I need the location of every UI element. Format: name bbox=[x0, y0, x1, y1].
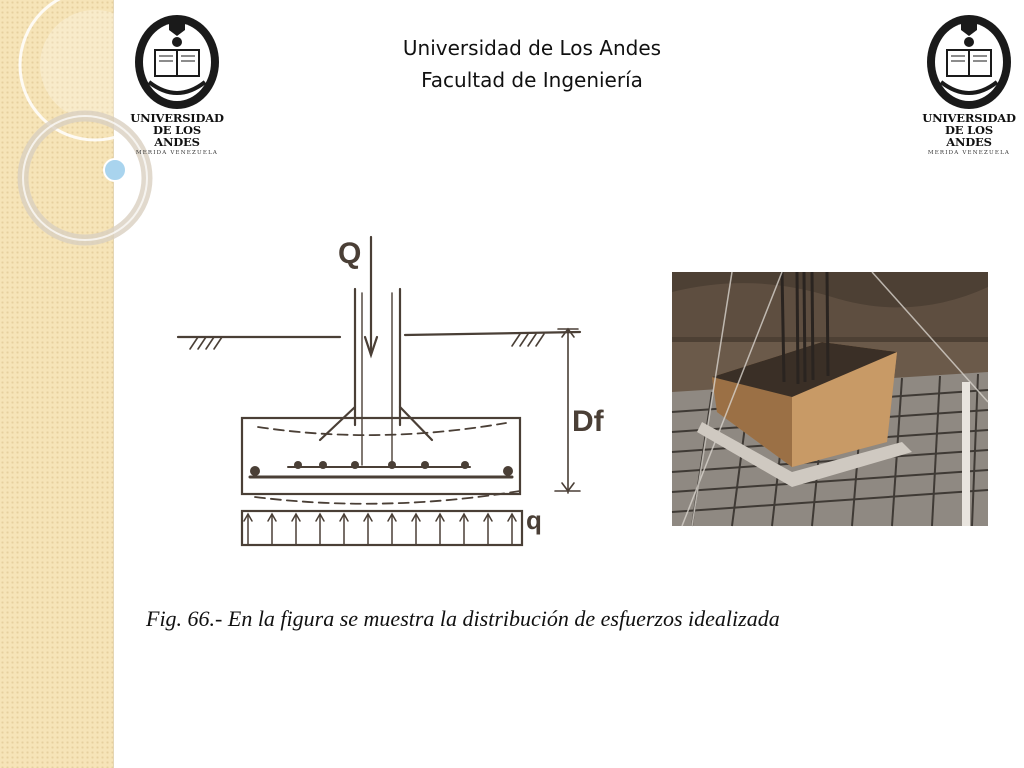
rebar-dots bbox=[250, 461, 513, 476]
university-seal-icon bbox=[129, 12, 225, 112]
logo-name-line2: DE LOS ANDES bbox=[153, 123, 201, 149]
university-seal-icon bbox=[921, 12, 1017, 112]
header-faculty: Facultad de Ingeniería bbox=[421, 68, 643, 92]
blue-bubble bbox=[104, 159, 126, 181]
figure-caption: Fig. 66.- En la figura se muestra la distribución de esfuerzos idealizada bbox=[146, 606, 780, 631]
ground-line-right bbox=[405, 332, 580, 335]
decorative-arcs bbox=[0, 0, 130, 768]
label-load-q: Q bbox=[338, 237, 362, 270]
footing-slab bbox=[242, 418, 520, 494]
side-decoration-panel bbox=[0, 0, 114, 768]
logo-name-line1: UNIVERSIDAD bbox=[922, 111, 1016, 125]
header-university: Universidad de Los Andes bbox=[402, 36, 662, 60]
logo-city: MERIDA VENEZUELA bbox=[135, 150, 219, 156]
soil-hatch-left bbox=[190, 337, 222, 349]
slide-header bbox=[232, 32, 832, 96]
footing-construction-photo bbox=[672, 272, 988, 526]
label-depth-df: Df bbox=[572, 405, 604, 438]
logo-city: MERIDA VENEZUELA bbox=[927, 150, 1011, 156]
university-logo-right bbox=[921, 12, 1017, 156]
logo-name-line1: UNIVERSIDAD bbox=[130, 111, 224, 125]
pressure-arrows bbox=[244, 514, 516, 545]
soil-hatch-right bbox=[512, 334, 544, 346]
university-logo-left bbox=[129, 12, 225, 156]
footing-diagram bbox=[170, 225, 604, 555]
label-pressure-q: q bbox=[526, 505, 542, 535]
logo-name-line2: DE LOS ANDES bbox=[945, 123, 993, 149]
soil-pressure-box bbox=[242, 511, 522, 545]
stress-dashed-line bbox=[258, 423, 506, 435]
